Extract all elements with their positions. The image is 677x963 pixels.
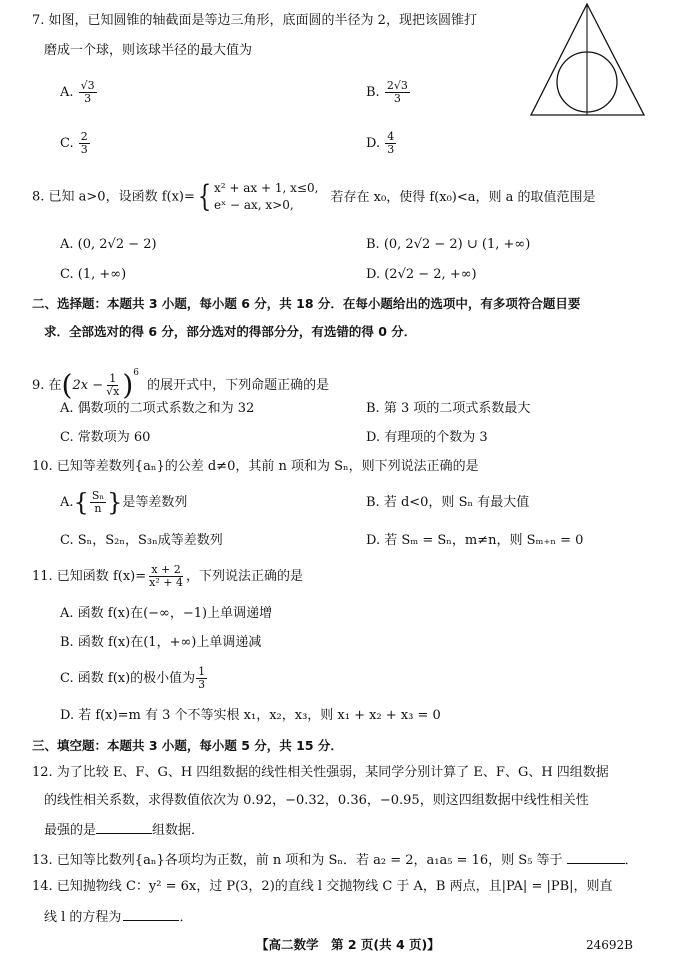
q12-line1: 12. 为了比较 E、F、G、H 四组数据的线性相关性强弱，某同学分别计算了 E、F、G、H 四组数据: [32, 765, 609, 780]
q7-option-a[interactable]: A. $\frac{√3}{3}$: [60, 79, 95, 105]
q7-option-d[interactable]: D. $\frac{4}{3}$: [366, 130, 395, 156]
q10-stem: 10. 已知等差数列{aₙ}的公差 d≠0，其前 n 项和为 Sₙ，则下列说法正确的是: [32, 459, 479, 474]
q7-option-b[interactable]: B. $\frac{2√3}{3}$: [366, 79, 408, 105]
q8-option-c[interactable]: C. (1, +∞): [60, 267, 127, 282]
q9-option-a[interactable]: A. 偶数项的二项式系数之和为 32: [60, 401, 255, 416]
q11-option-c[interactable]: C. 函数 f(x)的极小值为 $\frac{1}{3}$: [60, 665, 206, 691]
paper-code: 24692B: [586, 938, 633, 952]
q12-line2: 的线性相关系数，求得数值依次为 0.92，−0.32，0.36，−0.95，则这四组数据中线性相关性: [44, 793, 589, 808]
q13-answer-blank[interactable]: [567, 850, 625, 864]
q14-answer-blank[interactable]: [123, 907, 179, 921]
q10-option-c[interactable]: C. Sₙ，S₂ₙ，S₃ₙ成等差数列: [60, 533, 223, 548]
q14-line2: 线 l 的方程为 ．: [44, 907, 192, 927]
section2-heading-line2: 求．全部选对的得 6 分，部分选对的得部分分，有选错的得 0 分．: [44, 324, 417, 339]
q12-line3: 最强的是 组数据．: [44, 820, 204, 840]
q14-line1: 14. 已知抛物线 C：y² = 6x，过 P(3，2)的直线 l 交抛物线 C 于 A，B 两点，且|PA| = |PB|，则直: [32, 879, 613, 894]
q8-stem: 8. 已知 a>0，设函数 f(x)={ x² + ax + 1, x≤0, eˣ − ax, x>0, 若存在 x₀，使得 f(x₀)<a，则 a 的取值范围是: [32, 179, 596, 214]
q9-option-c[interactable]: C. 常数项为 60: [60, 430, 151, 445]
q8-option-b[interactable]: B. (0, 2√2 − 2) ∪ (1, +∞): [366, 237, 531, 252]
section2-heading-line1: 二、选择题：本题共 3 小题，每小题 6 分，共 18 分．在每小题给出的选项中，有多项符合题目要: [32, 296, 581, 311]
q9-option-d[interactable]: D. 有理项的个数为 3: [366, 430, 488, 445]
q10-option-d[interactable]: D. 若 Sₘ = Sₙ，m≠n，则 Sₘ₊ₙ = 0: [366, 533, 584, 548]
q7-stem-line1: 7. 如图，已知圆锥的轴截面是等边三角形，底面圆的半径为 2，现把该圆锥打: [32, 13, 477, 28]
page-footer: 【高二数学 第 2 页(共 4 页)】: [256, 937, 440, 952]
q11-option-d[interactable]: D. 若 f(x)=m 有 3 个不等实根 x₁，x₂，x₃，则 x₁ + x₂ + x₃ = 0: [60, 708, 441, 723]
q11-option-b[interactable]: B. 函数 f(x)在(1，+∞)上单调递减: [60, 635, 262, 650]
q10-option-a[interactable]: A.{ $\frac{\text{Sₙ}}{n}$ }是等差数列: [60, 488, 188, 517]
q8-option-a[interactable]: A. (0, 2√2 − 2): [60, 237, 157, 252]
q9-stem: 9. 在(2x − $\frac{1}{√x}$ )$^6$ 的展开式中，下列命题正确的是: [32, 368, 330, 402]
q7-option-c[interactable]: C. $\frac{2}{3}$: [60, 130, 88, 156]
q8-option-d[interactable]: D. (2√2 − 2, +∞): [366, 267, 477, 282]
q7-stem-line2: 磨成一个球，则该球半径的最大值为: [44, 43, 253, 58]
q12-answer-blank[interactable]: [96, 820, 152, 834]
q10-option-b[interactable]: B. 若 d<0，则 Sₙ 有最大值: [366, 495, 530, 510]
cone-sphere-figure: [527, 0, 647, 118]
q11-stem: 11. 已知函数 f(x)= $\frac{x + 2}{\text{x² + 4}}$ ，下列说法正确的是: [32, 563, 303, 589]
section3-heading: 三、填空题：本题共 3 小题，每小题 5 分，共 15 分．: [32, 738, 343, 753]
q11-option-a[interactable]: A. 函数 f(x)在(−∞，−1)上单调递增: [60, 606, 273, 621]
q9-option-b[interactable]: B. 第 3 项的二项式系数最大: [366, 401, 531, 416]
q13-line: 13. 已知等比数列{aₙ}各项均为正数，前 n 项和为 Sₙ．若 a₂ = 2，a₁a₅ = 16，则 S₅ 等于 ．: [32, 850, 638, 870]
